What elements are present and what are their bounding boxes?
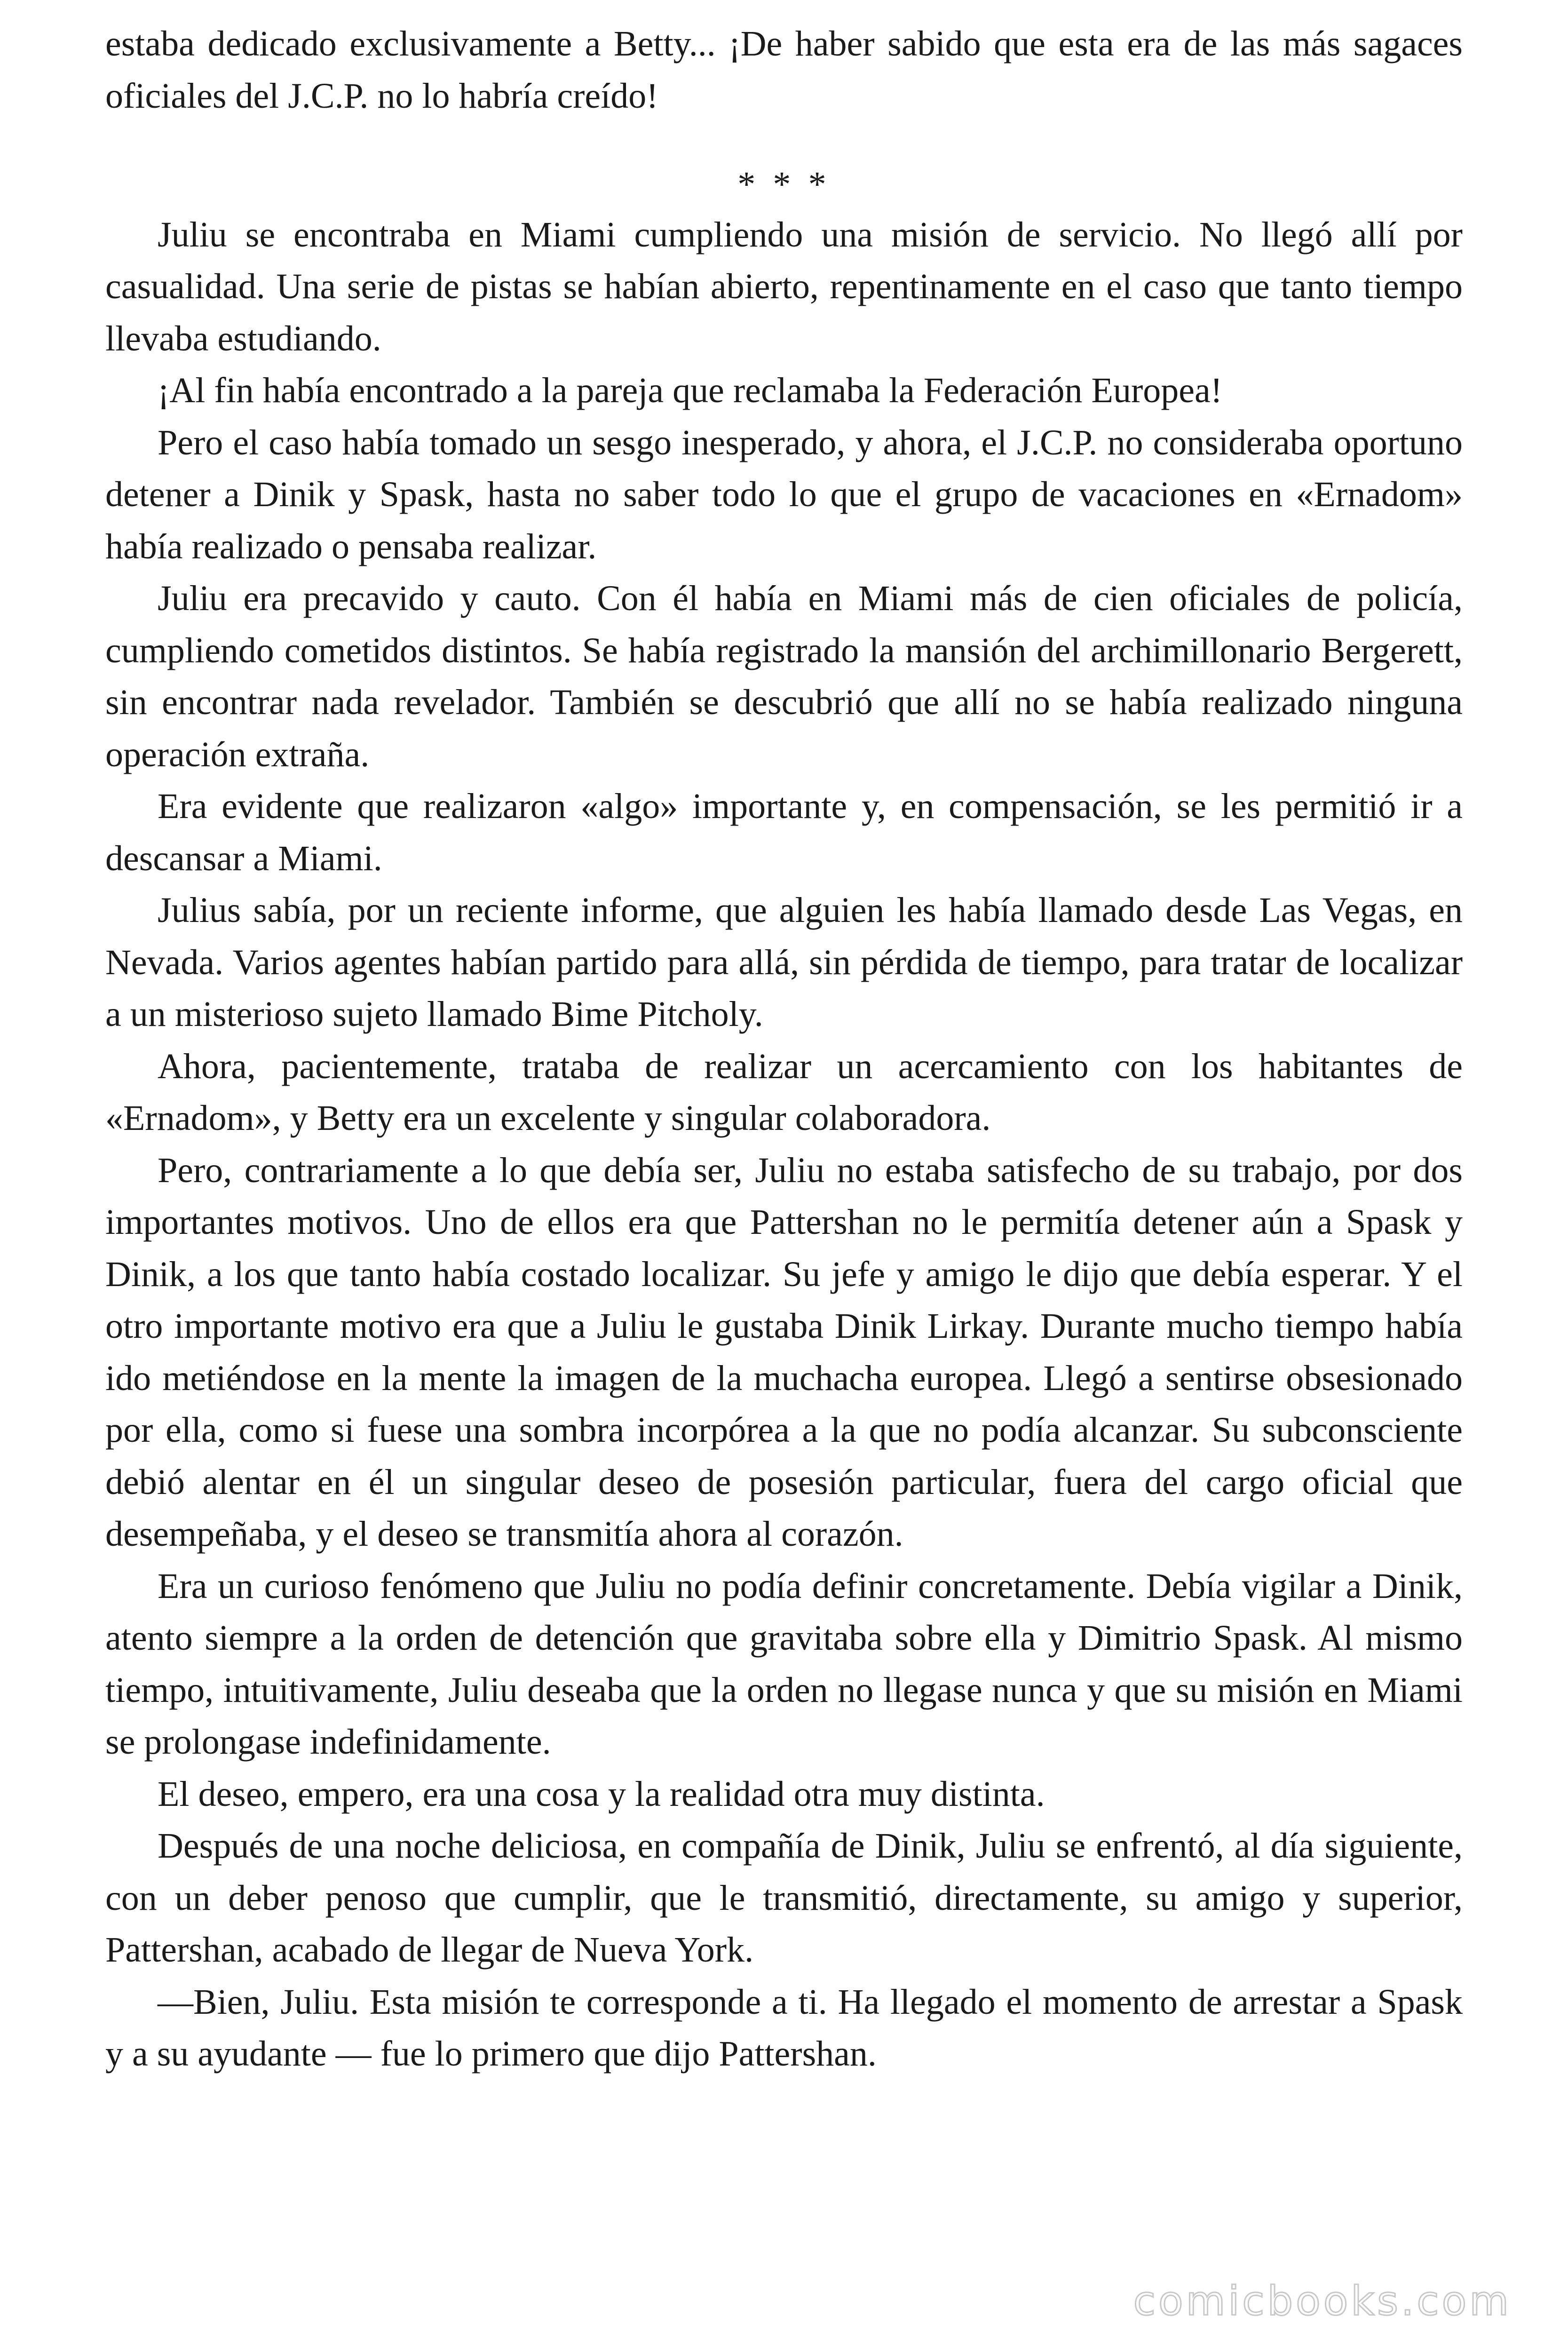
paragraph-13: —Bien, Juliu. Esta misión te corresponde a ti. Ha llegado el momento de arrestar a Spask y a su ayudante — fue lo primero que dijo Pattershan. — [105, 1982, 1463, 2074]
book-page — [105, 18, 1463, 2080]
watermark: comicbooks.com — [1133, 2278, 1512, 2325]
paragraph-3: ¡Al fin había encontrado a la pareja que reclamaba la Federación Europea! — [158, 371, 1223, 410]
paragraph-9: Pero, contrariamente a lo que debía ser, Juliu no estaba satisfecho de su trabajo, por dos importantes motivos. Uno de ellos era que Pattershan no le permitía detener aún a Spask y Dinik, a los que tanto había costado localizar. Su jefe y amigo le dijo que debía esperar. Y el otro importante motivo era que a Juliu le gustaba Dinik Lirkay. Durante mucho tiempo había ido metiéndose en la mente la imagen de la muchacha europea. Llegó a sentirse obsesionado por ella, como si fuese una sombra incorpórea a la que no podía alcanzar. Su subconsciente debió alentar en él un singular deseo de posesión particular, fuera del cargo oficial que desempeñaba, y el deseo se transmitía ahora al corazón. — [105, 1150, 1463, 1554]
paragraph-12: Después de una noche deliciosa, en compañía de Dinik, Juliu se enfrentó, al día siguiente, con un deber penoso que cumplir, que le transmitió, directamente, su amigo y superior, Pattershan, acabado de llegar de Nueva York. — [105, 1826, 1463, 1970]
paragraph-6: Era evidente que realizaron «algo» importante y, en compensación, se les permitió ir a descansar a Miami. — [105, 787, 1463, 878]
paragraph-4: Pero el caso había tomado un sesgo inesperado, y ahora, el J.C.P. no consideraba oportuno detener a Dinik y Spask, hasta no saber todo lo que el grupo de vacaciones en «Ernadom» había realizado o pensaba realizar. — [105, 422, 1463, 566]
paragraph-2: Juliu se encontraba en Miami cumpliendo una misión de servicio. No llegó allí por casualidad. Una serie de pistas se habían abierto, repentinamente en el caso que tanto tiempo llevaba estudiando. — [105, 215, 1463, 358]
section-separator: * * * — [737, 165, 831, 204]
paragraph-7: Julius sabía, por un reciente informe, que alguien les había llamado desde Las Vegas, en Nevada. Varios agentes habían partido para allá, sin pérdida de tiempo, para tratar de localizar a un misterioso sujeto llamado Bime Pitcholy. — [105, 890, 1463, 1034]
paragraph-5: Juliu era precavido y cauto. Con él había en Miami más de cien oficiales de policía, cumpliendo cometidos distintos. Se había registrado la mansión del archimillonario Bergerett, sin encontrar nada revelador. También se descubrió que allí no se había realizado ninguna operación extraña. — [105, 579, 1463, 774]
paragraph-10: Era un curioso fenómeno que Juliu no podía definir concretamente. Debía vigilar a Dinik, atento siempre a la orden de detención que gravitaba sobre ella y Dimitrio Spask. Al mismo tiempo, intuitivamente, Juliu deseaba que la orden no llegase nunca y que su misión en Miami se prolongase indefinidamente. — [105, 1566, 1463, 1762]
paragraph-8: Ahora, pacientemente, trataba de realizar un acercamiento con los habitantes de «Ernadom», y Betty era un excelente y singular colaboradora. — [105, 1046, 1463, 1138]
paragraph-1: estaba dedicado exclusivamente a Betty... ¡De haber sabido que esta era de las más sagaces oficiales del J.C.P. no lo habría creído! — [105, 24, 1463, 116]
paragraph-11: El deseo, empero, era una cosa y la realidad otra muy distinta. — [158, 1774, 1045, 1814]
